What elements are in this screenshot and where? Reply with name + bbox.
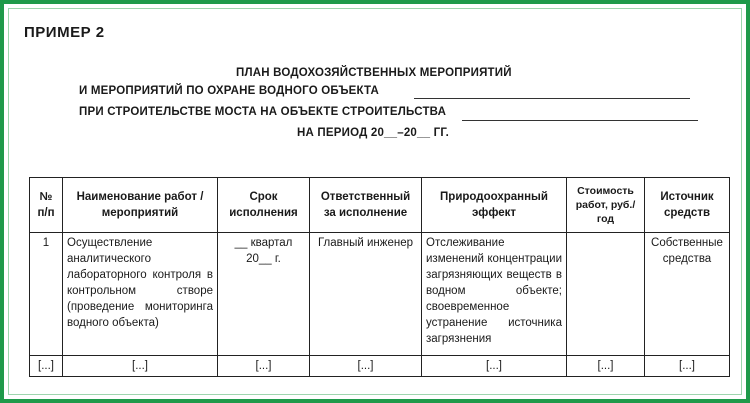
table-row — [30, 233, 730, 356]
header-effect: Природоохранный эффект — [422, 178, 567, 233]
cell-responsible: Главный инженер — [310, 233, 422, 356]
blank-underline-water-object — [414, 98, 690, 99]
plan-title-period: НА ПЕРИОД 20__–20__ ГГ. — [297, 127, 450, 139]
header-number: № п/п — [30, 178, 63, 233]
ellipsis-cell: [...] — [645, 356, 730, 377]
blank-underline-construction-object — [462, 120, 698, 121]
ellipsis-cell: [...] — [30, 356, 63, 377]
measures-table — [29, 177, 730, 377]
cell-term: __ квартал 20__ г. — [218, 233, 310, 356]
ellipsis-cell: [...] — [567, 356, 645, 377]
cell-number: 1 — [30, 233, 63, 356]
header-term: Срок исполнения — [218, 178, 310, 233]
example-heading: ПРИМЕР 2 — [24, 24, 105, 41]
cell-name: Осуществление аналитического лабораторного контроля в контрольном створе (проведение мониторинга водного объекта) — [63, 233, 218, 356]
header-name: Наименование работ / мероприятий — [63, 178, 218, 233]
cell-cost — [567, 233, 645, 356]
header-cost: Стоимость работ, руб./год — [567, 178, 645, 233]
cell-source: Собственные средства — [645, 233, 730, 356]
ellipsis-cell: [...] — [63, 356, 218, 377]
plan-title-line-1: ПЛАН ВОДОХОЗЯЙСТВЕННЫХ МЕРОПРИЯТИЙ — [236, 67, 512, 79]
header-responsible: Ответственный за исполнение — [310, 178, 422, 233]
ellipsis-cell: [...] — [422, 356, 567, 377]
ellipsis-cell: [...] — [310, 356, 422, 377]
ellipsis-cell: [...] — [218, 356, 310, 377]
table-header-row — [30, 178, 730, 233]
cell-effect: Отслеживание изменений концентрации загрязняющих веществ в водном объекте; своевременное устранение источника загрязнения — [422, 233, 567, 356]
plan-title-line-2: И МЕРОПРИЯТИЙ ПО ОХРАНЕ ВОДНОГО ОБЪЕКТА — [79, 85, 380, 97]
plan-title-line-3: ПРИ СТРОИТЕЛЬСТВЕ МОСТА НА ОБЪЕКТЕ СТРОИТЕЛЬСТВА — [79, 106, 447, 118]
header-source: Источник средств — [645, 178, 730, 233]
table-row-ellipsis — [30, 356, 730, 377]
